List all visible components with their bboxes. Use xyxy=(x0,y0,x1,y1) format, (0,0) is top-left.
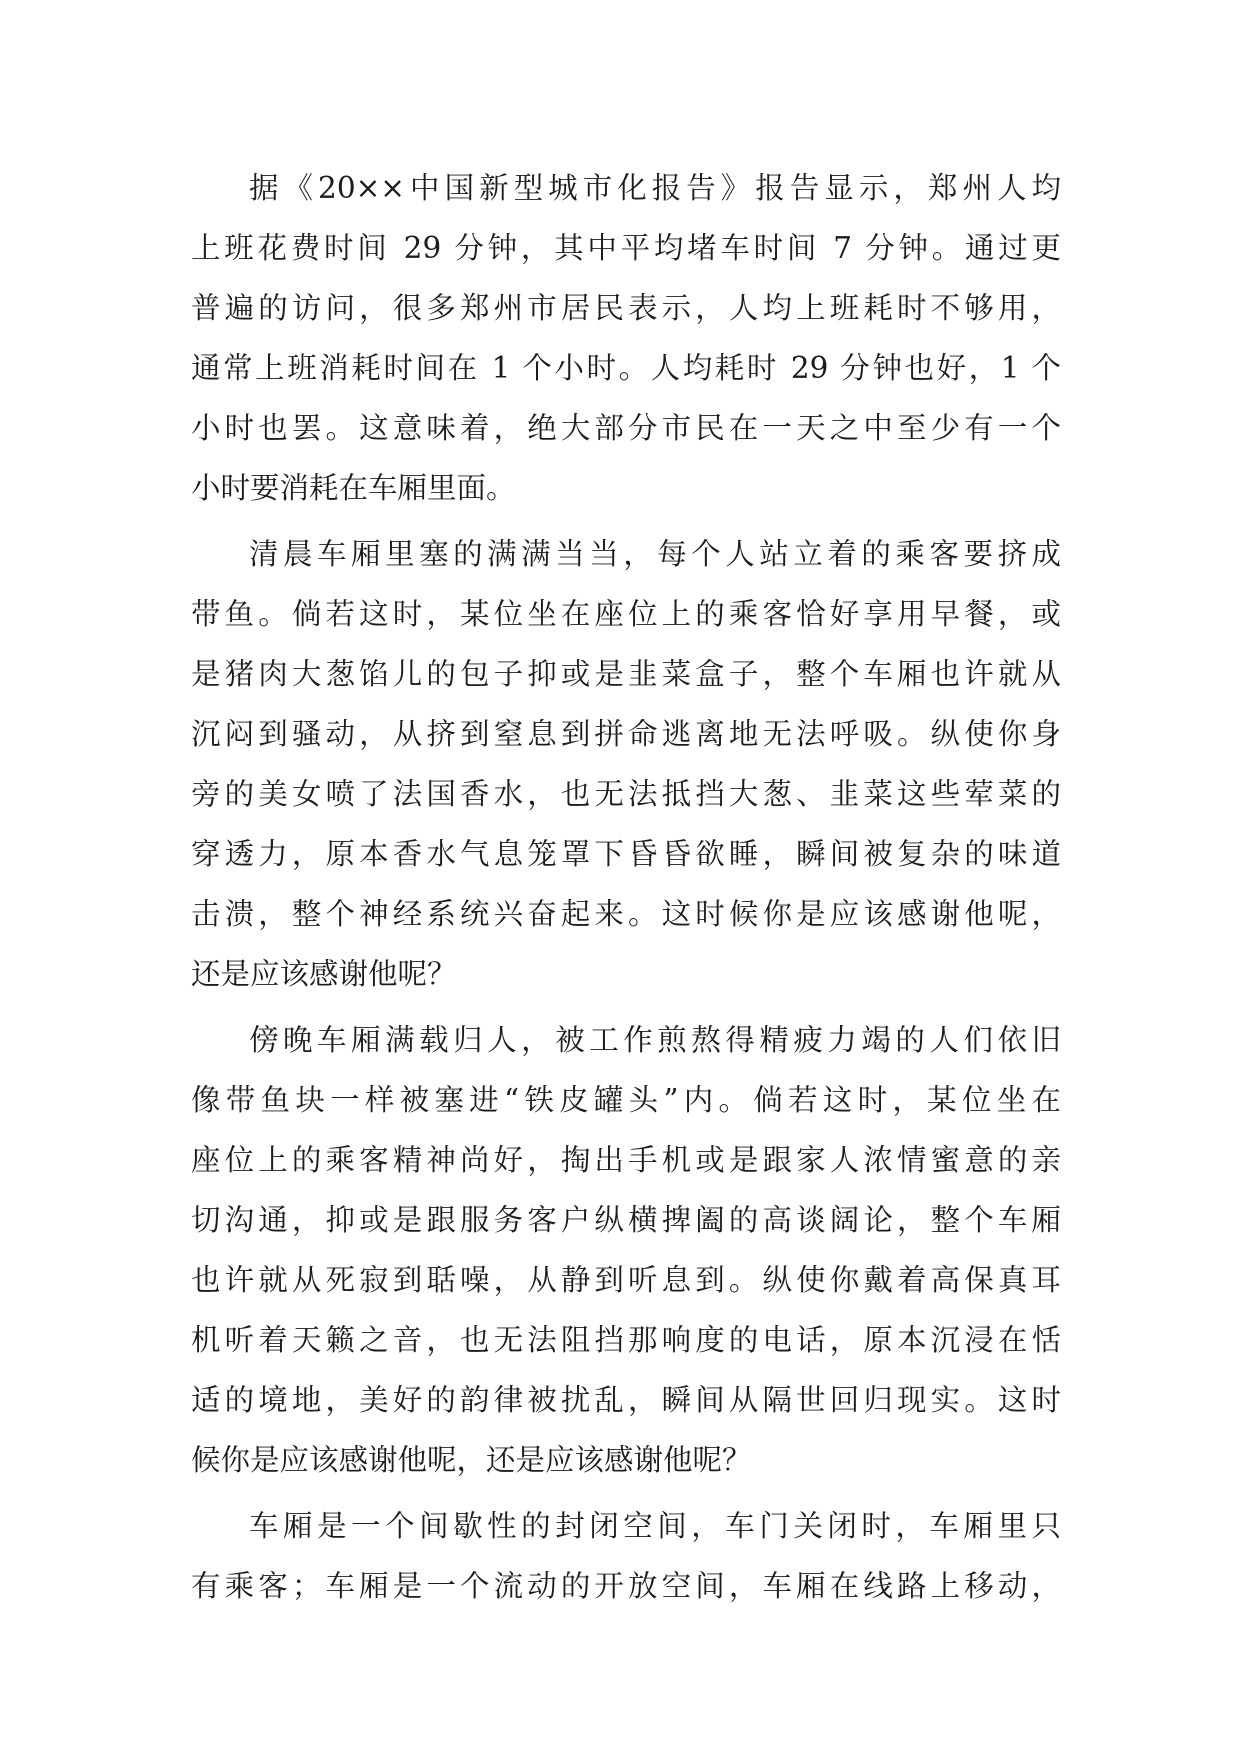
text-line: 也许就从死寂到聒噪，从静到听息到。纵使你戴着高保真耳 xyxy=(191,1263,1061,1297)
text-line: 车厢是一个间歇性的封闭空间，车门关闭时，车厢里只 xyxy=(249,1509,1061,1543)
text-line: 上班花费时间 29 分钟，其中平均堵车时间 7 分钟。通过更 xyxy=(191,231,1061,265)
paragraph-2 xyxy=(191,524,1061,1004)
text-line: 座位上的乘客精神尚好，掏出手机或是跟家人浓情蜜意的亲 xyxy=(191,1143,1061,1177)
paragraph-4 xyxy=(191,1496,1061,1616)
text-line: 是猪肉大葱馅儿的包子抑或是韭菜盒子，整个车厢也许就从 xyxy=(191,657,1061,691)
text-line: 清晨车厢里塞的满满当当，每个人站立着的乘客要挤成 xyxy=(249,537,1061,571)
text-line: 小时也罢。这意味着，绝大部分市民在一天之中至少有一个 xyxy=(191,411,1061,445)
document-body xyxy=(191,158,1061,1616)
paragraph-3 xyxy=(191,1010,1061,1490)
text-line: 普遍的访问，很多郑州市居民表示，人均上班耗时不够用， xyxy=(191,291,1061,325)
text-line: 通常上班消耗时间在 1 个小时。人均耗时 29 分钟也好，1 个 xyxy=(191,351,1061,385)
paragraph-1 xyxy=(191,158,1061,518)
text-line: 据《20××中国新型城市化报告》报告显示，郑州人均 xyxy=(249,171,1061,205)
text-line: 旁的美女喷了法国香水，也无法抵挡大葱、韭菜这些荤菜的 xyxy=(191,777,1061,811)
text-line: 还是应该感谢他呢？ xyxy=(191,957,457,991)
text-line: 击溃，整个神经系统兴奋起来。这时候你是应该感谢他呢， xyxy=(191,897,1061,931)
text-line: 候你是应该感谢他呢，还是应该感谢他呢？ xyxy=(191,1443,752,1477)
text-line: 机听着天籁之音，也无法阻挡那响度的电话，原本沉浸在恬 xyxy=(191,1323,1061,1357)
text-line: 适的境地，美好的韵律被扰乱，瞬间从隔世回归现实。这时 xyxy=(191,1383,1061,1417)
text-line: 穿透力，原本香水气息笼罩下昏昏欲睡，瞬间被复杂的味道 xyxy=(191,837,1061,871)
text-line: 沉闷到骚动，从挤到窒息到拼命逃离地无法呼吸。纵使你身 xyxy=(191,717,1061,751)
text-line: 像带鱼块一样被塞进“铁皮罐头”内。倘若这时，某位坐在 xyxy=(191,1083,1061,1117)
text-line: 小时要消耗在车厢里面。 xyxy=(191,471,516,505)
text-line: 带鱼。倘若这时，某位坐在座位上的乘客恰好享用早餐，或 xyxy=(191,597,1061,631)
text-line: 傍晚车厢满载归人，被工作煎熬得精疲力竭的人们依旧 xyxy=(249,1023,1061,1057)
text-line: 切沟通，抑或是跟服务客户纵横捭阖的高谈阔论，整个车厢 xyxy=(191,1203,1061,1237)
text-line: 有乘客；车厢是一个流动的开放空间，车厢在线路上移动， xyxy=(191,1569,1061,1603)
